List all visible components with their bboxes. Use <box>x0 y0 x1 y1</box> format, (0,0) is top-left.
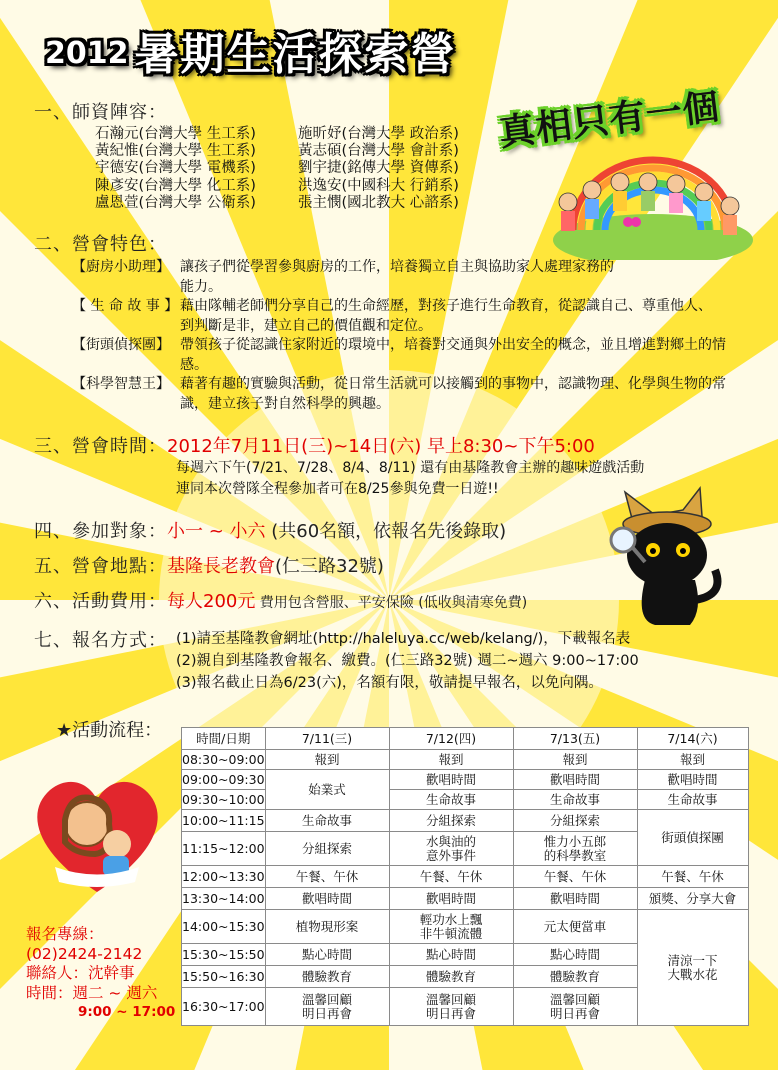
title-year: 2012 <box>45 36 129 71</box>
table-row: 09:30~10:00 生命故事 生命故事 生命故事 <box>182 790 749 810</box>
staff-row: 宇德安(台灣大學 電機系) 劉宇捷(銘傳大學 資傳系) <box>95 160 459 177</box>
camp-time-value: 2012年7月11日(三)~14日(六) 早上8:30~下午5:00 <box>167 436 595 457</box>
table-row: 08:30~09:00 報到 報到 報到 報到 <box>182 750 749 770</box>
schedule-table <box>181 727 749 1026</box>
section-time: 三、營會時間：2012年7月11日(三)~14日(六) 早上8:30~下午5:00 <box>34 436 595 457</box>
slogan: 真相只有一個 <box>496 86 723 155</box>
staff-row: 盧恩萱(台灣大學 公衛系) 張主憫(國北教大 心諮系) <box>95 194 459 211</box>
table-row: 16:30~17:00 溫馨回顧 明日再會 溫馨回顧 明日再會 溫馨回顧 明日再會 <box>182 988 749 1026</box>
signup-line: (2)親自到基隆教會報名、繳費。(仁三路32號) 週二~週六 9:00~17:00 <box>176 653 639 669</box>
table-row: 13:30~14:00 歡唱時間 歡唱時間 歡唱時間 頒獎、分享大會 <box>182 888 749 910</box>
feature-item: 【廚房小助理】 讓孩子們從學習參與廚房的工作，培養獨立自主與協助家人處理家務的能力。 <box>72 259 614 295</box>
contact-phone: (02)2424-2142 <box>26 944 143 963</box>
schedule-heading: ★活動流程： <box>56 720 163 741</box>
title-main: 暑期生活探索營 <box>134 29 457 80</box>
table-row: 15:30~15:50 點心時間 點心時間 點心時間 <box>182 944 749 966</box>
staff-list <box>95 126 459 212</box>
signup-line: (1)請至基隆教會網址(http://haleluya.cc/web/kelang/)，下載報名表 <box>176 631 631 647</box>
time-note: 每週六下午(7/21、7/28、8/4、8/11) 還有由基隆教會主辦的趣味遊戲活動 連同本次營隊全程參加者可在8/25參與免費一日遊!! <box>176 460 645 497</box>
contact-info: 報名專線： (02)2424-2142 聯絡人：沈幹事 時間：週二 ~ 週六 9:00 ~ 17:00 <box>26 925 176 1020</box>
features-list <box>72 258 740 414</box>
table-header-row: 時間/日期 7/11(三) 7/12(四) 7/13(五) 7/14(六) <box>182 728 749 750</box>
section-staff-heading: 一、師資陣容： <box>34 102 167 123</box>
signup-line: (3)報名截止日為6/23(六)，名額有限，敬請提早報名，以免向隅。 <box>176 675 603 691</box>
table-row: 14:00~15:30 植物現形案 輕功水上飄 非牛頓流體 元太便當車 清涼一下 大戰水花 <box>182 910 749 944</box>
table-row: 12:00~13:30 午餐、午休 午餐、午休 午餐、午休 午餐、午休 <box>182 866 749 888</box>
detective-cat-illustration <box>605 480 730 630</box>
staff-row: 黃紀惟(台灣大學 生工系) 黃志碩(台灣大學 會計系) <box>95 143 459 160</box>
table-row: 10:00~11:15 生命故事 分組探索 分組探索 街頭偵探團 <box>182 810 749 832</box>
page-title <box>45 18 457 82</box>
table-row: 09:00~09:30 始業式 歡唱時間 歡唱時間 歡唱時間 <box>182 770 749 790</box>
signup-lines <box>176 628 639 694</box>
section-fee: 六、活動費用：每人200元 費用包含營服、平安保險 (低收與清寒免費) <box>34 591 528 612</box>
section-signup-heading: 七、報名方式： <box>34 630 167 651</box>
feature-item: 【街頭偵探團】 帶領孩子從認識住家附近的環境中，培養對交通與外出安全的概念，並且增進對鄉土的情感。 <box>72 337 726 373</box>
feature-item: 【科學智慧王】 藉著有趣的實驗與活動，從日常生活就可以接觸到的事物中，認識物理、化學與生物的常識，建立孩子對自然科學的興趣。 <box>72 376 726 412</box>
table-row: 15:50~16:30 體驗教育 體驗教育 體驗教育 <box>182 966 749 988</box>
staff-row: 陳彥安(台灣大學 化工系) 洪逸安(中國科大 行銷系) <box>95 177 459 194</box>
section-location: 五、營會地點：基隆長老教會(仁三路32號) <box>34 556 384 577</box>
heart-illustration <box>25 772 170 897</box>
staff-row: 石瀚元(台灣大學 生工系) 施昕妤(台灣大學 政治系) <box>95 126 459 142</box>
rainbow-kids-illustration <box>548 140 758 260</box>
section-features-heading: 二、營會特色： <box>34 234 167 255</box>
table-row: 11:15~12:00 分組探索 水與油的 意外事件 惟力小五郎 的科學教室 <box>182 832 749 866</box>
feature-item: 【 生 命 故 事 】 藉由隊輔老師們分享自己的生命經歷，對孩子進行生命教育，從認識自己、尊重他人、到判斷是非，建立自己的價值觀和定位。 <box>72 298 712 334</box>
section-target: 四、參加對象：小一 ~ 小六 (共60名額，依報名先後錄取) <box>34 521 507 542</box>
